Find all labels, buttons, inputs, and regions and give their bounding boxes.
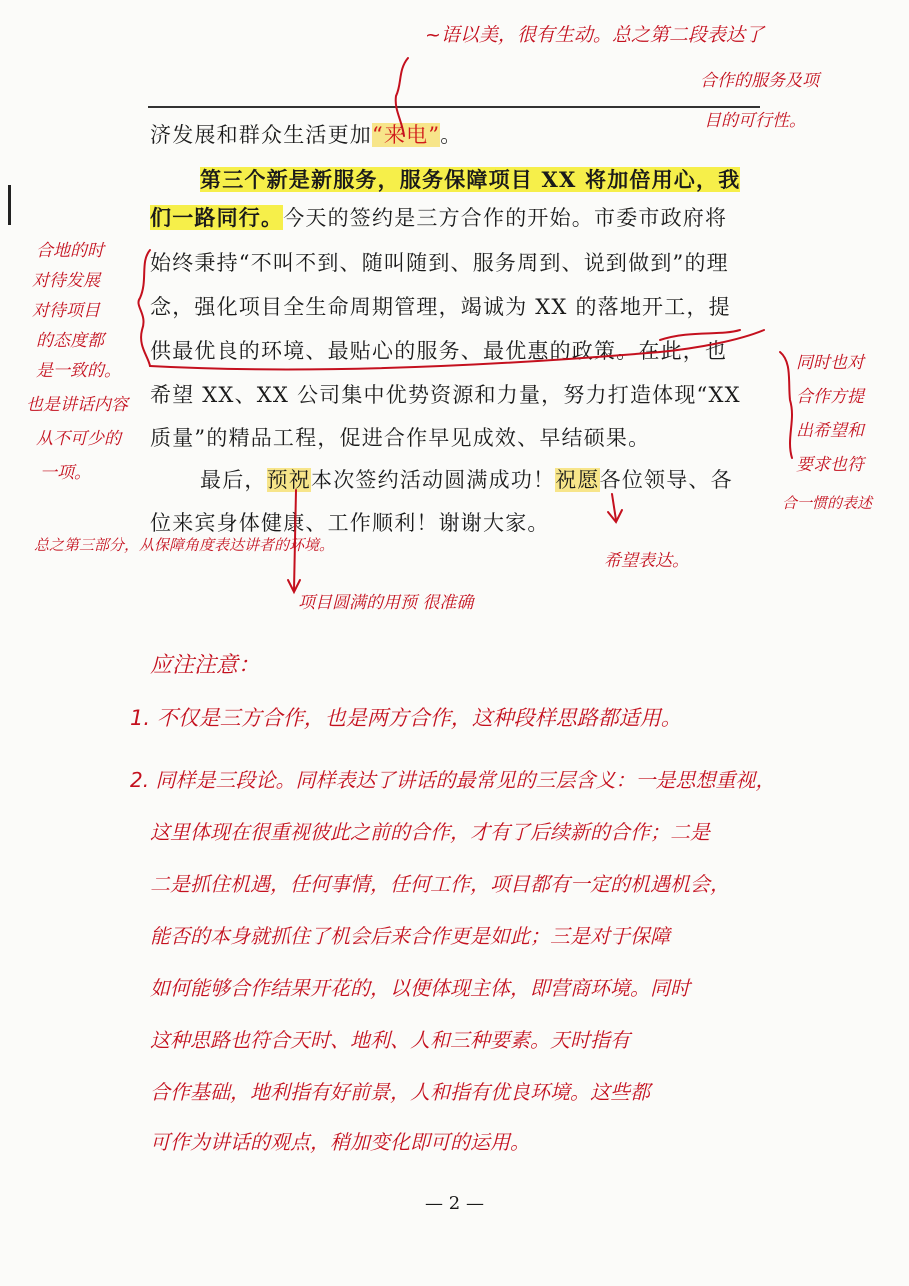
highlighted-phrase: “来电” [372, 123, 441, 147]
annotation-top-line-2: 合作的服务及项 [700, 71, 819, 91]
note-line-9: 可作为讲话的观点，稍加变化即可的运用。 [150, 1130, 530, 1154]
arrow-down-right [612, 494, 616, 520]
body-line-6: 供最优良的环境、最贴心的服务、最优惠的政策。在此，也 [150, 339, 728, 363]
note-line-6: 如何能够合作结果开花的，以便体现主体，即营商环境。同时 [150, 976, 690, 1000]
note-line-8: 合作基础，地利指有好前景，人和指有优良环境。这些都 [150, 1080, 650, 1104]
body-line-4: 始终秉持“不叫不到、随叫随到、服务周到、说到做到”的理 [150, 251, 729, 275]
annotation-right-4: 要求也符 [796, 455, 864, 475]
highlighted-word: 祝愿 [555, 468, 600, 492]
annotation-below-right: 希望表达。 [604, 551, 689, 571]
annotation-left-8: 一项。 [40, 463, 91, 483]
body-line-8: 质量”的精品工程，促进合作早见成效、早结硕果。 [150, 426, 651, 450]
loop-stroke [660, 330, 740, 340]
text-run: 各位领导、各 [599, 468, 733, 492]
annotation-left-4: 的态度都 [36, 331, 104, 351]
body-line-5: 念，强化项目全生命周期管理，竭诚为 XX 的落地开工，提 [150, 295, 731, 319]
annotation-right-5: 合一惯的表述 [782, 494, 873, 512]
text-run: 本次签约活动圆满成功！ [311, 468, 556, 492]
text-run: 。 [440, 123, 463, 147]
annotation-below-left: 总之第三部分，从保障角度表达讲者的环境。 [34, 536, 335, 554]
text-run: 济发展和群众生活更加 [150, 123, 372, 147]
notes-title: 应注注意： [150, 653, 261, 678]
body-line-7: 希望 XX、XX 公司集中优势资源和力量，努力打造体现“XX [150, 383, 741, 407]
note-line-4: 二是抓住机遇，任何事情，任何工作，项目都有一定的机遇机会， [150, 872, 730, 896]
annotation-left-2: 对待发展 [32, 271, 100, 291]
highlighted-heading: 第三个新是新服务，服务保障项目 XX 将加倍用心，我 [200, 167, 741, 192]
note-line-3: 这里体现在很重视彼此之前的合作，才有了后续新的合作；二是 [150, 820, 710, 844]
note-line-1: 1. 不仅是三方合作，也是两方合作，这种段样思路都适用。 [130, 706, 682, 730]
bracket-top [396, 58, 408, 136]
annotation-top-line-1: ~语以美，很有生动。总之第二段表达了 [425, 24, 764, 46]
annotation-left-1: 合地的时 [36, 241, 104, 261]
highlighted-heading: 们一路同行。 [150, 205, 284, 230]
bracket-left [138, 250, 150, 366]
highlighted-word: 预祝 [266, 468, 312, 492]
annotation-left-3: 对待项目 [32, 301, 100, 321]
bracket-right [780, 352, 792, 458]
body-line-10: 位来宾身体健康、工作顺利！谢谢大家。 [150, 511, 550, 535]
note-line-7: 这种思路也符合天时、地利、人和三种要素。天时指有 [150, 1028, 630, 1052]
text-run: 今天的签约是三方合作的开始。市委市政府将 [283, 206, 728, 230]
annotation-top-line-3: 目的可行性。 [704, 111, 806, 131]
annotation-left-7: 从不可少的 [36, 429, 121, 449]
note-line-2: 2. 同样是三段论。同样表达了讲话的最常见的三层含义：一是思想重视， [130, 768, 776, 792]
annotation-left-5: 是一致的。 [36, 361, 121, 381]
note-line-5: 能否的本身就抓住了机会后来合作更是如此；三是对于保障 [150, 924, 670, 948]
annotation-left-6: 也是讲话内容 [26, 395, 128, 415]
annotation-right-3: 出希望和 [796, 421, 864, 441]
annotation-right-2: 合作方提 [796, 387, 864, 407]
page-number: — 2 — [425, 1193, 484, 1214]
annotation-right-1: 同时也对 [796, 353, 864, 373]
text-run: 最后， [200, 468, 267, 492]
annotation-below-center: 项目圆满的用预 很准确 [298, 593, 474, 613]
